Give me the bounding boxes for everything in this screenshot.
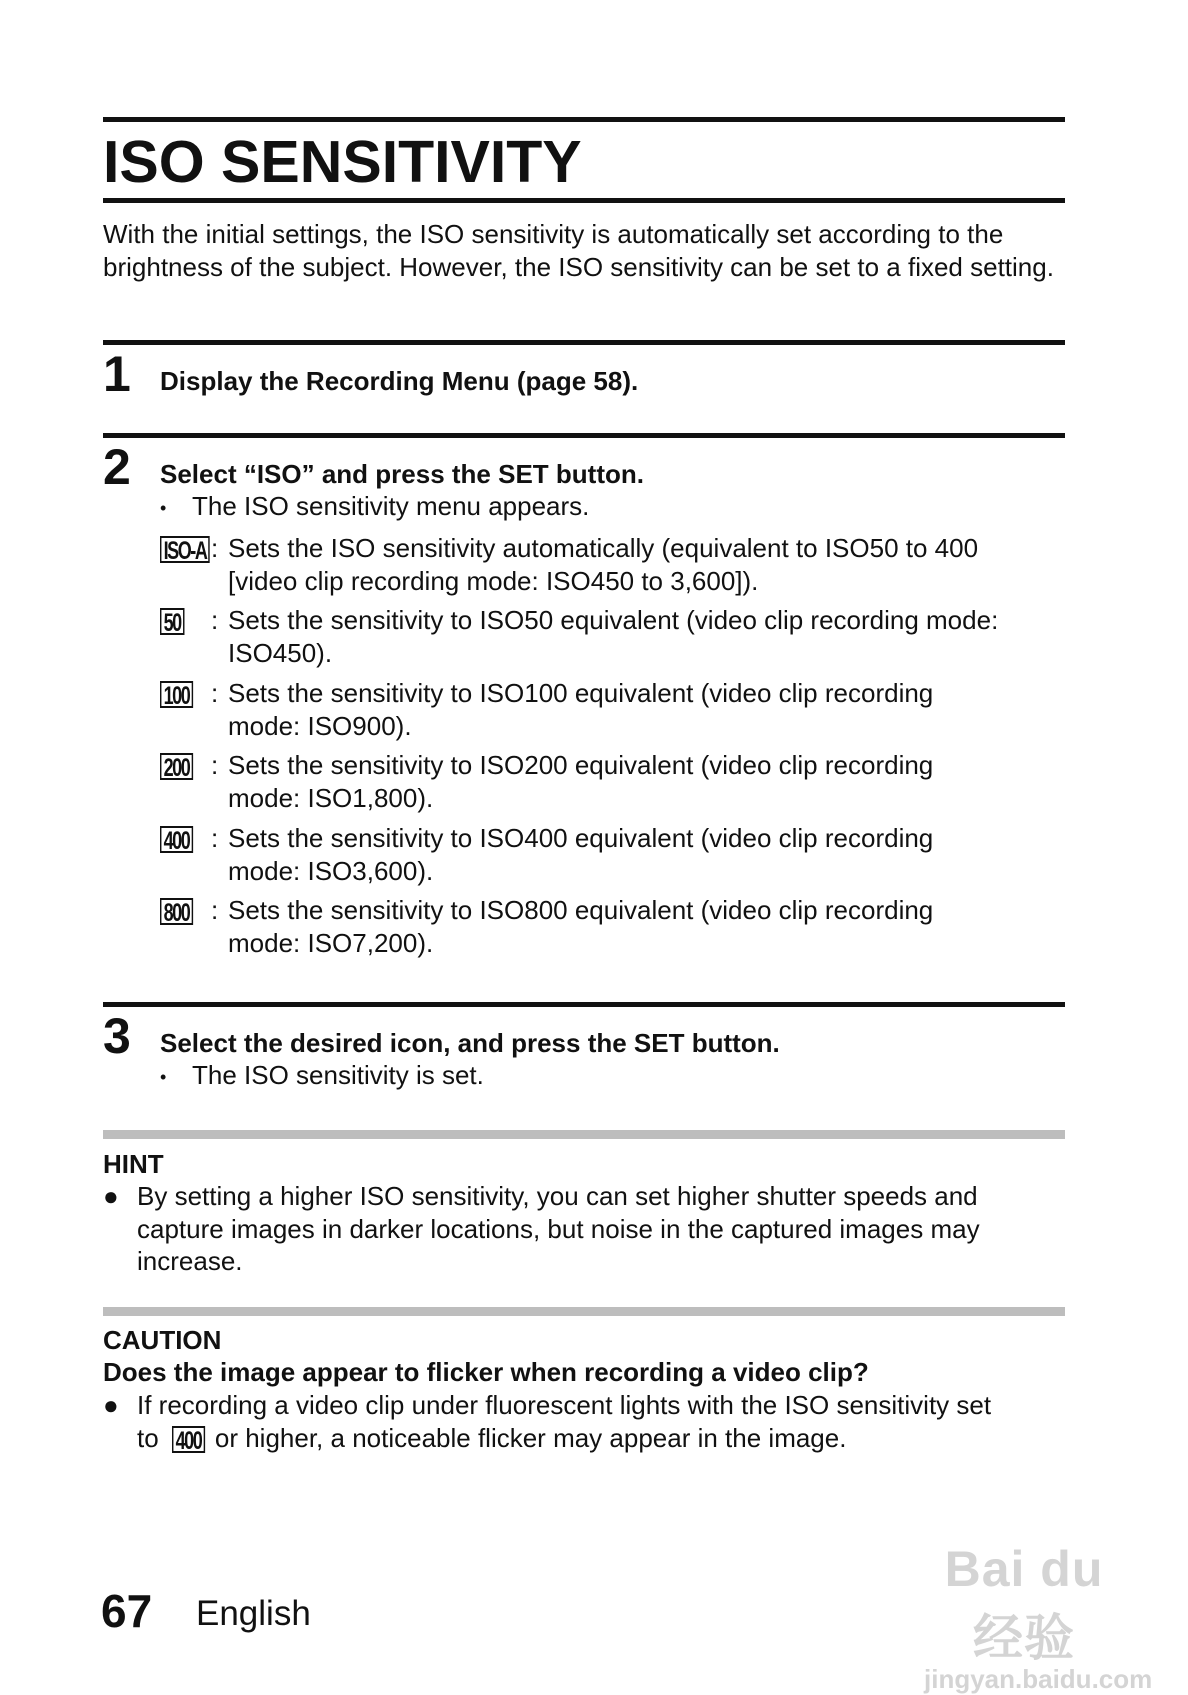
option-iso-100: 100 : Sets the sensitivity to ISO100 equivalent (video clip recording mode: ISO900). bbox=[160, 677, 1065, 742]
step-2-title: Select “ISO” and press the SET button. bbox=[160, 459, 644, 489]
option-iso-400: 400 : Sets the sensitivity to ISO400 equivalent (video clip recording mode: ISO3,600). bbox=[160, 822, 1065, 887]
iso-200-icon: 200 bbox=[160, 753, 193, 780]
intro-paragraph: With the initial settings, the ISO sensitivity is automatically set according to the brightness of the subject. However, the ISO sensitivity can be set to a fixed setting. bbox=[103, 219, 1054, 282]
baidu-watermark bbox=[924, 1540, 1153, 1695]
hint-heading: HINT bbox=[103, 1149, 164, 1179]
page-title: ISO SENSITIVITY bbox=[103, 129, 582, 195]
option-iso-auto: ISO-A : Sets the ISO sensitivity automatically (equivalent to ISO50 to 400 [video clip recording mode: ISO450 to 3,600]). bbox=[160, 532, 1065, 597]
step-3-number: 3 bbox=[103, 1008, 131, 1064]
caution-rule bbox=[103, 1307, 1065, 1316]
step-3-rule bbox=[103, 1002, 1065, 1007]
bullet-dot: • bbox=[160, 1067, 167, 1088]
bullet-dot: • bbox=[160, 498, 167, 519]
step-3-title: Select the desired icon, and press the SET button. bbox=[160, 1028, 780, 1058]
step-2-bullet: • The ISO sensitivity menu appears. bbox=[160, 490, 589, 524]
option-iso-200: 200 : Sets the sensitivity to ISO200 equivalent (video clip recording mode: ISO1,800). bbox=[160, 749, 1065, 814]
page-language: English bbox=[196, 1594, 311, 1633]
step-1-rule bbox=[103, 340, 1065, 345]
option-iso-50: 50 : Sets the sensitivity to ISO50 equivalent (video clip recording mode: ISO450). bbox=[160, 604, 1065, 669]
watermark-main-text: Bai du 经验 bbox=[944, 1541, 1104, 1666]
hint-rule bbox=[103, 1130, 1065, 1139]
iso-50-icon: 50 bbox=[160, 608, 184, 635]
step-2-number: 2 bbox=[103, 439, 131, 495]
page-number: 67 bbox=[101, 1585, 153, 1637]
iso-400-icon: 400 bbox=[172, 1426, 205, 1453]
hint-item: ● By setting a higher ISO sensitivity, you can set higher shutter speeds and capture images in darker locations, but noise in the captured images may increase. bbox=[103, 1181, 980, 1276]
iso-400-icon: 400 bbox=[160, 826, 193, 853]
watermark-sub-text: jingyan.baidu.com bbox=[924, 1664, 1153, 1694]
bullet-dot: ● bbox=[103, 1181, 119, 1211]
step-1-title: Display the Recording Menu (page 58). bbox=[160, 366, 639, 396]
iso-100-icon: 100 bbox=[160, 681, 193, 708]
title-bottom-rule bbox=[103, 198, 1065, 203]
iso-auto-icon: ISO-A bbox=[160, 536, 210, 563]
iso-800-icon: 800 bbox=[160, 898, 193, 925]
title-top-rule bbox=[103, 117, 1065, 122]
step-3-bullet: • The ISO sensitivity is set. bbox=[160, 1059, 484, 1093]
bullet-dot: ● bbox=[103, 1390, 119, 1420]
step-1-number: 1 bbox=[103, 346, 131, 402]
caution-item: ● If recording a video clip under fluorescent lights with the ISO sensitivity set to 400 or higher, a noticeable flicker may appear in the image. bbox=[103, 1390, 992, 1455]
option-iso-800: 800 : Sets the sensitivity to ISO800 equivalent (video clip recording mode: ISO7,200). bbox=[160, 894, 1065, 959]
step-2-rule bbox=[103, 433, 1065, 438]
caution-heading: CAUTION bbox=[103, 1325, 222, 1355]
caution-question: Does the image appear to flicker when recording a video clip? bbox=[103, 1357, 869, 1387]
